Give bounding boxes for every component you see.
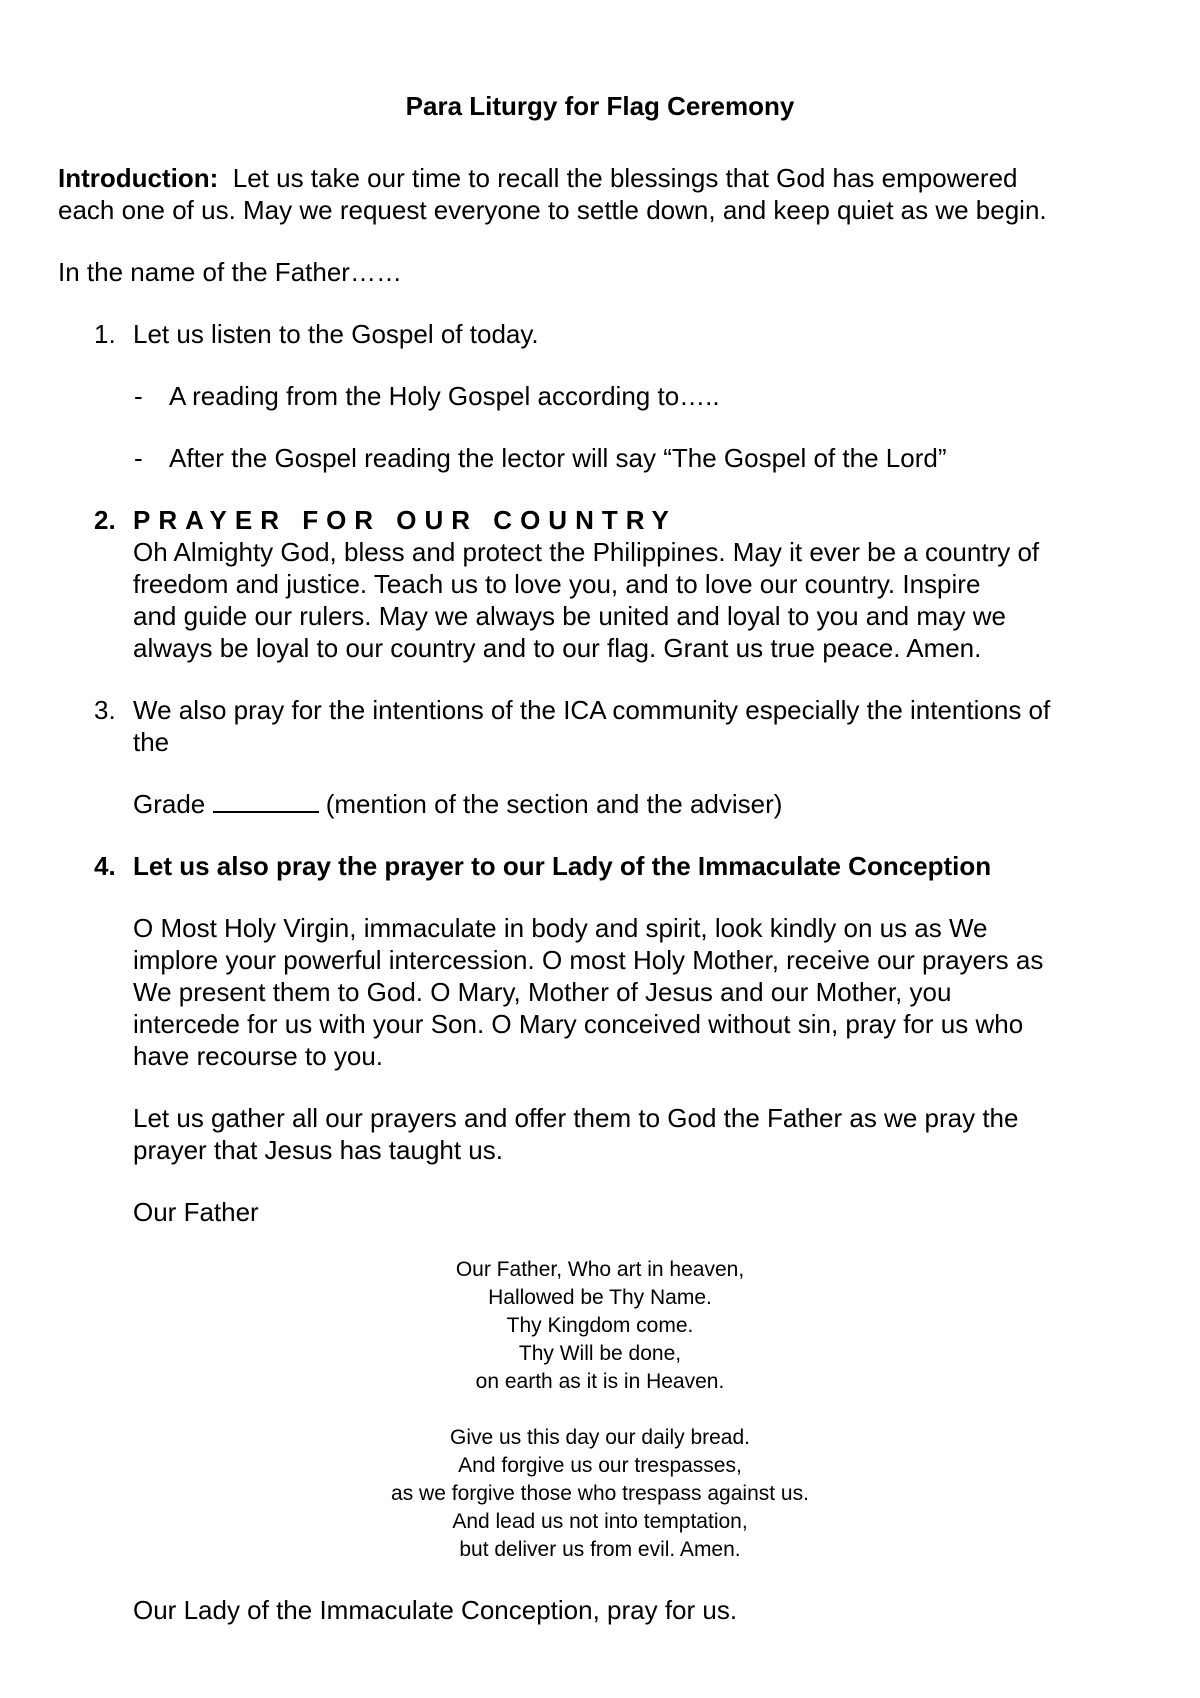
introduction-label: Introduction: [58,163,219,193]
our-father-line: And forgive us our trespasses, [458,1454,742,1477]
country-prayer-line-4: always be loyal to our country and to our flag. Grant us true peace. Amen. [133,633,982,663]
immaculate-prayer-line-2: implore your powerful intercession. O most Holy Mother, receive our prayers as [133,945,1044,975]
item-1-text: Let us listen to the Gospel of today. [133,319,539,349]
item-4-heading: Let us also pray the prayer to our Lady of the Immaculate Conception [133,851,992,881]
item-3-line-2: the [133,727,170,757]
country-prayer-line-3: and guide our rulers. May we always be united and loyal to you and may we [133,601,1006,631]
our-father-line: Give us this day our daily bread. [450,1426,750,1449]
item-2-number: 2. [94,505,116,535]
item-3-line-1: We also pray for the intentions of the ICA community especially the intentions of [133,695,1051,725]
gather-line-2: prayer that Jesus has taught us. [133,1135,503,1165]
our-father-line: as we forgive those who trespass against us. [391,1482,809,1505]
country-prayer-line-1: Oh Almighty God, bless and protect the Philippines. May it ever be a country of [133,537,1040,567]
grade-line [133,788,782,820]
country-prayer-line-2: freedom and justice. Teach us to love you, and to love our country. Inspire [133,569,981,599]
our-father-line: on earth as it is in Heaven. [475,1370,725,1393]
our-father-line: And lead us not into temptation, [452,1510,748,1533]
item-3-number: 3. [94,695,116,725]
our-father-label: Our Father [133,1197,259,1227]
grade-note: (mention of the section and the adviser) [325,789,783,819]
introduction-line-2: each one of us. May we request everyone to settle down, and keep quiet as we begin. [58,195,1047,225]
bullet-2-marker: - [134,443,143,473]
introduction-line-1 [58,162,1018,194]
grade-blank [213,789,319,813]
our-father-line: Thy Will be done, [518,1342,682,1365]
immaculate-prayer-line-5: have recourse to you. [133,1041,384,1071]
our-father-line: Hallowed be Thy Name. [488,1286,712,1309]
item-2-heading: PRAYER FOR OUR COUNTRY [133,505,677,535]
immaculate-prayer-line-1: O Most Holy Virgin, immaculate in body and spirit, look kindly on us as We [133,913,988,943]
item-4-number: 4. [94,851,116,881]
bullet-2-text: After the Gospel reading the lector will say “The Gospel of the Lord” [169,443,947,473]
bullet-1-marker: - [134,381,143,411]
our-father-line: Our Father, Who art in heaven, [455,1258,745,1281]
immaculate-prayer-line-4: intercede for us with your Son. O Mary conceived without sin, pray for us who [133,1009,1024,1039]
immaculate-prayer-line-3: We present them to God. O Mary, Mother of Jesus and our Mother, you [133,977,952,1007]
grade-label: Grade [133,789,206,819]
sign-of-cross: In the name of the Father…… [58,257,402,287]
item-1-number: 1. [94,319,116,349]
introduction-text-1: Let us take our time to recall the blessings that God has empowered [232,163,1018,193]
our-father-line: Thy Kingdom come. [506,1314,694,1337]
gather-line-1: Let us gather all our prayers and offer them to God the Father as we pray the [133,1103,1019,1133]
closing-line: Our Lady of the Immaculate Conception, pray for us. [133,1595,738,1625]
page-title: Para Liturgy for Flag Ceremony [405,91,795,121]
bullet-1-text: A reading from the Holy Gospel according to….. [169,381,720,411]
our-father-line: but deliver us from evil. Amen. [459,1538,741,1561]
